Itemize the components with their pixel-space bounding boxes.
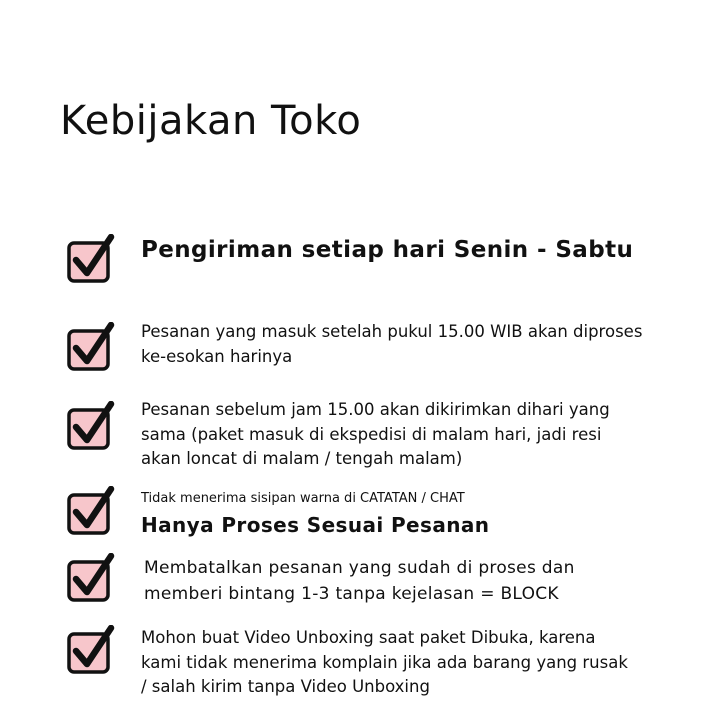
checkbox-checked-icon: [66, 322, 116, 372]
policy-line: Pesanan sebelum jam 15.00 akan dikirimkan dihari yang: [141, 400, 610, 419]
checkbox-checked-icon: [66, 234, 116, 284]
policy-line: Mohon buat Video Unboxing saat paket Dibuka, karena: [141, 628, 596, 647]
policy-text: [141, 626, 686, 700]
policy-small-text: Tidak menerima sisipan warna di CATATAN / CHAT: [141, 491, 465, 506]
policy-text: [141, 235, 686, 265]
policy-line: kami tidak menerima komplain jika ada barang yang rusak: [141, 652, 628, 672]
page-title: Kebijakan Toko: [60, 98, 362, 144]
checkbox-checked-icon: [66, 625, 116, 675]
policy-emphasis-text: Hanya Proses Sesuai Pesanan: [141, 513, 490, 537]
policy-line: / salah kirim tanpa Video Unboxing: [141, 677, 430, 696]
policy-line: memberi bintang 1-3 tanpa kejelasan = BLOCK: [144, 584, 559, 604]
policy-line: sama (paket masuk di ekspedisi di malam hari, jadi resi: [141, 424, 602, 444]
checkbox-checked-icon: [66, 486, 116, 536]
checkbox-checked-icon: [66, 553, 116, 603]
policy-line: Pengiriman setiap hari Senin - Sabtu: [141, 237, 634, 263]
policy-line: Membatalkan pesanan yang sudah di proses dan: [144, 558, 575, 578]
policy-text: [141, 320, 686, 369]
checkbox-checked-icon: [66, 401, 116, 451]
policy-line: ke-esokan harinya: [141, 346, 293, 366]
policy-line: akan loncat di malam / tengah malam): [141, 449, 463, 468]
policy-line: Pesanan yang masuk setelah pukul 15.00 WIB akan diproses: [141, 322, 643, 341]
policy-text: [144, 555, 689, 607]
policy-text: [141, 398, 686, 472]
